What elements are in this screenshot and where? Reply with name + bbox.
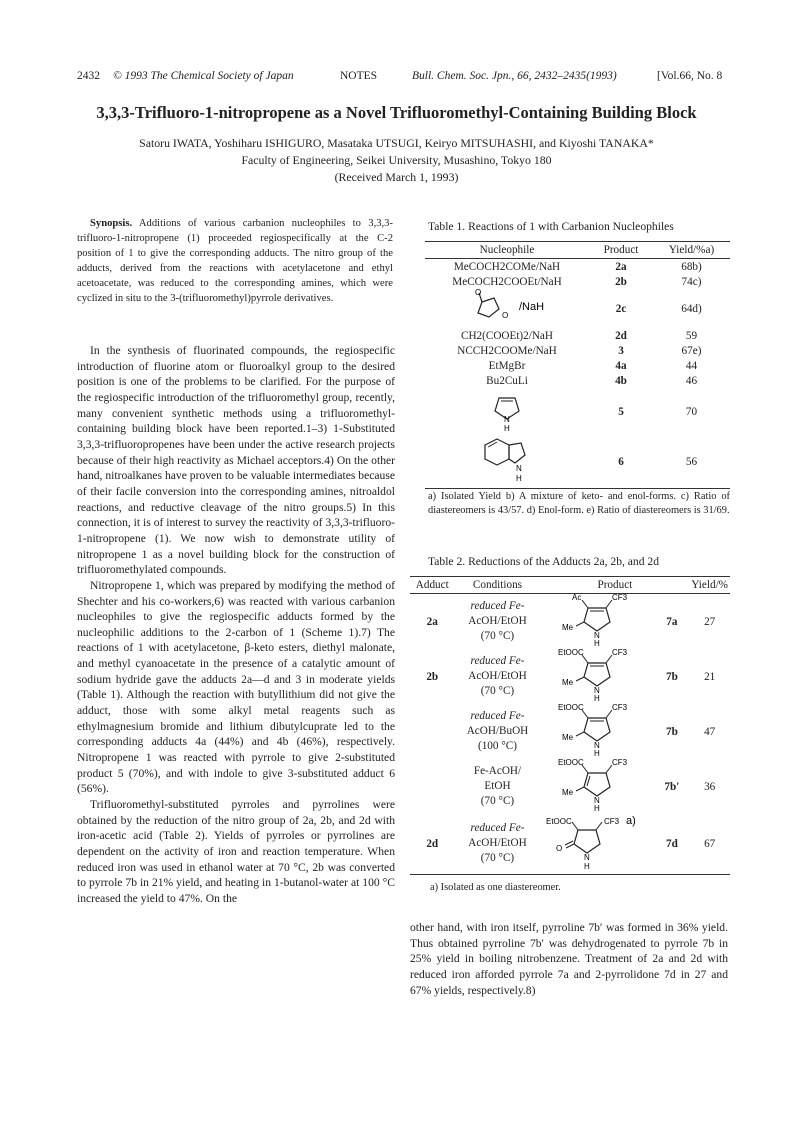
article-title: 3,3,3-Trifluoro-1-nitropropene as a Novel Trifluoromethyl-Containing Building Block	[96, 103, 697, 122]
table2-cell-yield: 36	[704, 780, 716, 793]
pyrrole-7b-structure-icon	[552, 704, 642, 756]
table2-cell-conditions	[455, 759, 541, 814]
table-row	[410, 649, 730, 704]
table2-cell-adduct	[410, 704, 455, 759]
table2-footnote: a) Isolated as one diastereomer.	[430, 882, 561, 893]
table1-cell-nucleophile: MeCOCH2COOEt/NaH	[452, 275, 562, 288]
paragraph-4: other hand, with iron itself, pyrroline 7b′ was formed in 36% yield. Thus obtained pyrroline 7b′ was dehydrogenated to pyrrole 7b in 25% yield in boiling nitrobenzene. Treatment of 2a and 2d with reduced iron afforded pyrrole 7a and 2-pyrrolidone 7d in 27 and 67% yields, respectively.8)	[410, 921, 728, 997]
table1	[425, 241, 730, 489]
table1-cell-product: 3	[618, 344, 624, 357]
pyrroline-7b-prime-structure-icon	[552, 759, 642, 811]
table1-header-product: Product	[589, 242, 653, 259]
volume: [Vol.66, No. 8	[657, 70, 723, 82]
synopsis-text: Additions of various carbanion nucleophiles to 3,3,3-trifluoro-1-nitropropene (1) proceeded regiospecifically at the C-2 position of 1 to give the corresponding adducts. The nitro group of the adducts, derived from the reactions with acetylacetone and ethyl acetoacetate, was reduced to the corresponding amines, which were cyclized in situ to the 3-(trifluoromethyl)pyrrole derivatives.	[77, 218, 393, 304]
table1-cell-yield: 70	[685, 405, 698, 418]
section-label: NOTES	[340, 70, 378, 82]
table2-cell-structure	[540, 649, 654, 704]
table-row	[425, 343, 730, 358]
condition-line: (70 °C)	[480, 852, 515, 865]
o-label: O	[556, 844, 563, 854]
table1-cell-yield: 67e)	[681, 344, 702, 357]
table2-cell-yield: 67	[689, 814, 730, 874]
table-row	[425, 435, 730, 489]
table1-cell-yield: 44	[685, 359, 698, 372]
page-number: 2432	[77, 70, 100, 82]
table1-cell-yield: 46	[685, 374, 698, 387]
indole-structure-icon	[467, 435, 547, 485]
cf3-label: CF3	[612, 594, 628, 602]
table2-cell-conditions	[455, 814, 541, 874]
n-label: N	[584, 853, 591, 863]
lactone-structure-icon	[447, 289, 567, 325]
table-row	[425, 274, 730, 289]
lactone-o-label: O	[475, 289, 482, 297]
cf3-label: CF3	[604, 817, 620, 827]
table2-header-conditions: Conditions	[455, 577, 541, 594]
h-label: H	[594, 694, 601, 701]
condition-line: (100 °C)	[477, 740, 517, 752]
table2-cell-product-label: 7a	[666, 615, 678, 628]
condition-line: (70 °C)	[480, 630, 515, 642]
n-label: N	[594, 686, 601, 695]
table2-cell-conditions	[455, 594, 541, 650]
table-row	[425, 373, 730, 388]
indole-n-label: N	[516, 464, 522, 473]
table1-caption: Table 1. Reactions of 1 with Carbanion Nucleophiles	[428, 220, 674, 233]
table-row	[425, 259, 730, 275]
table-row	[410, 704, 730, 759]
table2-cell-adduct: 2d	[410, 814, 455, 874]
lactone-ring-o-label: O	[502, 311, 509, 320]
footnote-mark: a)	[626, 815, 637, 828]
etooc-label: EtOOC	[546, 817, 573, 827]
table2-cell-adduct: 2a	[426, 615, 438, 628]
condition-line: reduced Fe-	[470, 710, 525, 722]
table1-cell-product: 2b	[615, 275, 627, 288]
etooc-label: EtOOC	[558, 759, 585, 767]
citation-text: Bull. Chem. Soc. Jpn., 66, 2432–2435(1993)	[412, 70, 617, 82]
table1-cell-yield: 74c)	[681, 275, 702, 288]
pyrrole-h-label: H	[504, 424, 510, 432]
condition-line: AcOH/EtOH	[468, 670, 527, 682]
table-row	[410, 594, 730, 650]
table1-cell-product: 4b	[615, 374, 627, 387]
table1-cell-yield: 64d)	[681, 302, 702, 315]
condition-line: Fe-AcOH/	[473, 765, 522, 777]
cf3-label: CF3	[612, 649, 628, 657]
table1-header-yield: Yield/%a)	[653, 242, 730, 259]
condition-line: AcOH/BuOH	[466, 725, 529, 737]
table1-footnote: a) Isolated Yield b) A mixture of keto- and enol-forms. c) Ratio of diastereomers is 43/57. d) Enol-form. e) Ratio of diastereomers is 31/69.	[428, 491, 730, 516]
table-row	[425, 388, 730, 435]
indole-h-label: H	[516, 474, 522, 483]
table2-cell-product-label: 7b′	[664, 780, 680, 793]
body-right-column	[410, 920, 728, 998]
table2-cell-structure	[540, 759, 654, 814]
h-label: H	[594, 804, 601, 811]
table2-cell-yield: 21	[704, 670, 716, 683]
ac-label: Ac	[572, 594, 582, 602]
pyrrole-structure-icon	[477, 388, 537, 432]
table1-cell-yield: 68b)	[681, 260, 702, 273]
table2-cell-structure	[540, 704, 654, 759]
cf3-label: CF3	[612, 704, 628, 712]
table1-cell-product: 4a	[615, 359, 627, 372]
table1-cell-nucleophile	[425, 388, 589, 435]
table2-header-adduct: Adduct	[410, 577, 455, 594]
table1-cell-nucleophile: MeCOCH2COMe/NaH	[453, 260, 561, 273]
n-label: N	[594, 741, 601, 750]
table-row	[425, 289, 730, 328]
table2-cell-adduct: 2b	[426, 670, 439, 683]
n-label: N	[594, 796, 601, 805]
pyrrole-7b-structure-icon	[552, 649, 642, 701]
cf3-label: CF3	[612, 759, 628, 767]
table1-cell-nucleophile: NCCH2COOMe/NaH	[457, 344, 557, 357]
paragraph-1: In the synthesis of fluorinated compounds, the regiospecific introduction of fluorine atom or fluoroalkyl group to the desired position is one of the problems to be clarified. For the purpose of the regiospecific introduction of the trifluoromethyl group, recently, many convenient synthetic methods using a trifluoromethyl-containing building block have been reported.1–3) 1-Substituted 3,3,3-trifluoropropenes have been under the active research projects because of their high reactivity as Michael acceptors.4) On the other hand, nitroalkanes have proven to be valuable intermediates because of their facile conversion into the corresponding amines, nitroaldol reactions, and reductive cleavage of the nitro groups.5) In this connection, it is of interest to survey the reactivity of 3,3,3-trifluoro-1-nitropropene (1). We now wish to demonstrate utility of nitropropene 1 as a novel building block for the construction of trifluoromethylated compounds.	[77, 344, 395, 577]
h-label: H	[594, 749, 601, 756]
citation	[412, 70, 617, 82]
table2-cell-adduct	[410, 759, 455, 814]
authors: Satoru IWATA, Yoshiharu ISHIGURO, Masataka UTSUGI, Keiryo MITSUHASHI, and Kiyoshi TANAKA*	[139, 136, 654, 150]
table1-cell-nucleophile: Bu2CuLi	[486, 374, 528, 387]
table-row	[425, 358, 730, 373]
n-label: N	[594, 631, 601, 640]
condition-line: (70 °C)	[480, 685, 515, 697]
table2-cell-yield: 47	[704, 725, 716, 738]
copyright-text: © 1993 The Chemical Society of Japan	[113, 70, 294, 82]
affiliation: Faculty of Engineering, Seikei University, Musashino, Tokyo 180	[241, 153, 552, 167]
table1-cell-product: 2d	[615, 329, 627, 342]
condition-line: reduced Fe-	[470, 600, 525, 612]
table1-cell-product: 5	[618, 405, 624, 418]
synopsis	[77, 216, 393, 306]
table1-cell-nucleophile: EtMgBr	[488, 359, 526, 372]
table2-cell-product-label: 7b	[665, 725, 678, 738]
h-label: H	[594, 639, 601, 646]
me-label: Me	[562, 788, 574, 797]
body-left-column	[77, 343, 395, 907]
me-label: Me	[562, 733, 574, 742]
table1-cell-product: 2a	[615, 260, 627, 273]
table1-header-nucleophile: Nucleophile	[425, 242, 589, 259]
table2-cell-structure	[540, 594, 654, 650]
table1-cell-yield: 56	[653, 435, 730, 489]
pyrrole-n-label: N	[504, 415, 510, 424]
pyrrolidone-7d-structure-icon	[542, 814, 652, 870]
table2-header-yield: Yield/%	[689, 577, 730, 594]
table1-cell-yield: 59	[685, 329, 698, 342]
table2-cell-conditions	[455, 649, 541, 704]
table1-cell-product: 6	[589, 435, 653, 489]
table2-cell-product-label: 7d	[654, 814, 689, 874]
h-label: H	[584, 862, 591, 871]
paragraph-2: Nitropropene 1, which was prepared by modifying the method of Shechter and his co-workers,6) was reacted with various carbanion nucleophiles to give the regiospecific adducts formed by the nucleophilic additions to the 2-carbon of 1 (Scheme 1).7) The reactions of 1 with acetylacetone, β-keto esters, diethyl malonate, and methyl cyanoacetate in the presence of a catalytic amount of sodium hydride gave the adducts 2a—d and 3 in moderate yields (Table 1). Although the reaction with butyllithium did not give the adduct, those with some alkyl metal reagents such as ethylmagnesium bromide and lithium dibutylcuprate led to the corresponding adducts 4a (44%) and 4b (46%), respectively. Nitropropene 1 was reacted with pyrrole to give 2-substituted product 5 (70%), and with indole to give 3-substituted adduct 6 (56%).	[77, 578, 395, 796]
condition-line: reduced Fe-	[470, 655, 525, 667]
condition-line: EtOH	[484, 780, 511, 792]
table2	[410, 576, 730, 875]
table2-cell-product-label: 7b	[665, 670, 678, 683]
etooc-label: EtOOC	[558, 704, 585, 712]
copyright-line	[113, 70, 294, 82]
etooc-label: EtOOC	[558, 649, 585, 657]
table2-cell-conditions	[455, 704, 541, 759]
me-label: Me	[562, 623, 574, 632]
condition-line: (70 °C)	[480, 795, 515, 807]
table2-caption: Table 2. Reductions of the Adducts 2a, 2b, and 2d	[428, 555, 660, 568]
me-label: Me	[562, 678, 574, 687]
pyrrole-7a-structure-icon	[552, 594, 642, 646]
table-row	[410, 759, 730, 814]
table1-cell-nucleophile	[425, 289, 589, 328]
table1-cell-product: 2c	[615, 302, 627, 315]
table2-cell-yield: 27	[704, 615, 716, 628]
condition-line: AcOH/EtOH	[468, 615, 527, 627]
table1-cell-nucleophile	[425, 435, 589, 489]
table2-header-product: Product	[540, 577, 689, 594]
table-row	[425, 328, 730, 343]
table1-cell-nucleophile: CH2(COOEt)2/NaH	[461, 329, 553, 342]
synopsis-label: Synopsis.	[90, 218, 133, 229]
condition-line: AcOH/EtOH	[468, 837, 527, 850]
received-date: (Received March 1, 1993)	[334, 170, 459, 184]
condition-line: reduced Fe-	[470, 822, 525, 835]
paragraph-3: Trifluoromethyl-substituted pyrroles and pyrrolines were obtained by the reduction of the nitro group of 2a, 2b, and 2d with iron-acetic acid (Table 2). Yields of pyrroles or pyrrolines are dependent on the activity of iron and reaction temperature. When reduced iron was used in ethanol water at 70 °C, 2b was converted to pyrrole 7b in 21% yield, and heating in 1-butanol-water at 100 °C increased the yield to 47%. On the	[77, 798, 395, 905]
table-row	[410, 814, 730, 874]
table2-cell-structure	[540, 814, 654, 874]
lactone-base: /NaH	[519, 301, 545, 313]
